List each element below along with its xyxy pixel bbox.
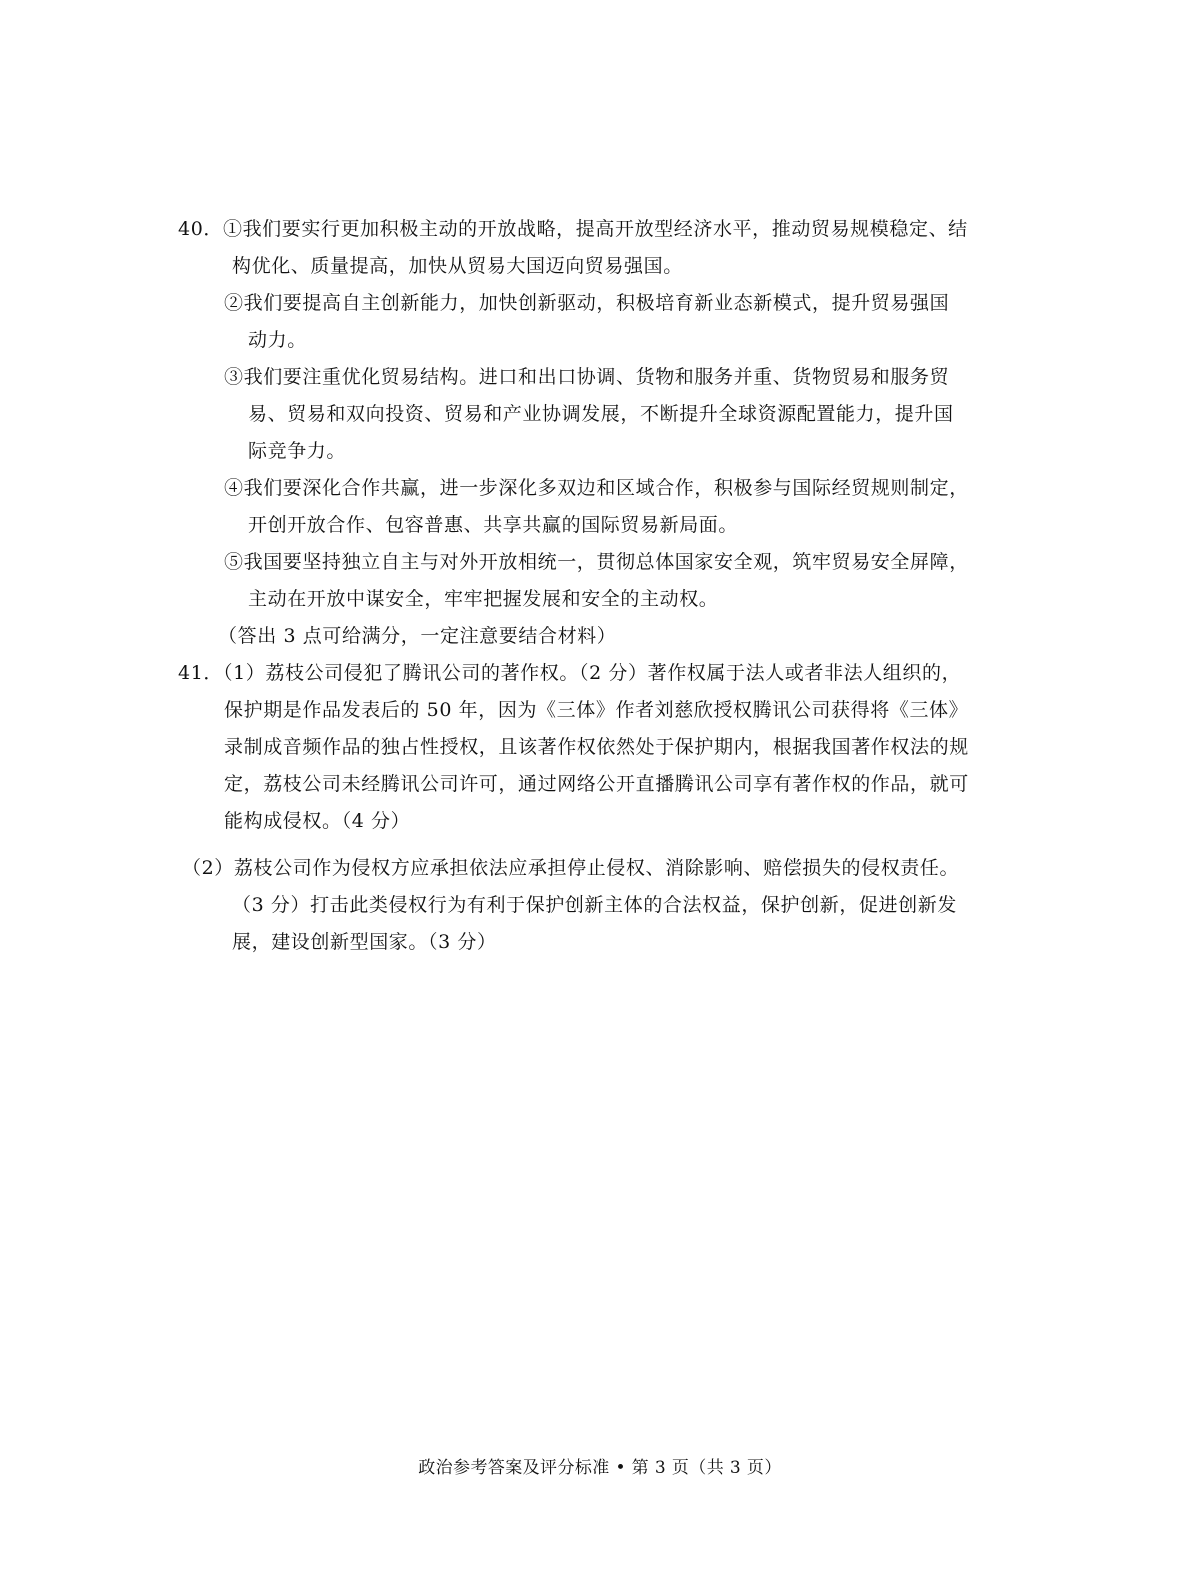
q40-scoring-note: （答出 3 点可给满分，一定注意要结合材料）: [218, 625, 617, 647]
q40-item-1-line-1: 40．①我们要实行更加积极主动的开放战略，提高开放型经济水平，推动贸易规模稳定、结: [178, 218, 968, 240]
q40-item-3-line-2: 易、贸易和双向投资、贸易和产业协调发展，不断提升全球资源配置能力，提升国: [248, 403, 954, 425]
page-footer: 政治参考答案及评分标准 • 第 3 页（共 3 页）: [418, 1458, 782, 1478]
q40-item-4-line-2: 开创开放合作、包容普惠、共享共赢的国际贸易新局面。: [248, 514, 739, 536]
q41-part-1-line-3: 录制成音频作品的独占性授权，且该著作权依然处于保护期内，根据我国著作权法的规: [224, 736, 969, 758]
q41-part-2-line-3: 展，建设创新型国家。（3 分）: [232, 931, 497, 953]
q41-part-2-line-1: （2）荔枝公司作为侵权方应承担依法应承担停止侵权、消除影响、赔偿损失的侵权责任。: [182, 857, 960, 879]
q40-item-2-line-2: 动力。: [248, 329, 307, 351]
q40-item-2-line-1: ②我们要提高自主创新能力，加快创新驱动，积极培育新业态新模式，提升贸易强国: [224, 292, 950, 314]
q40-item-3-line-3: 际竞争力。: [248, 440, 347, 462]
q40-item-5-line-1: ⑤我国要坚持独立自主与对外开放相统一，贯彻总体国家安全观，筑牢贸易安全屏障，: [224, 551, 969, 573]
q41-part-1-line-4: 定，荔枝公司未经腾讯公司许可，通过网络公开直播腾讯公司享有著作权的作品，就可: [224, 773, 969, 795]
q40-item-4-line-1: ④我们要深化合作共赢，进一步深化多双边和区域合作，积极参与国际经贸规则制定，: [224, 477, 969, 499]
q40-item-3-line-1: ③我们要注重优化贸易结构。进口和出口协调、货物和服务并重、货物贸易和服务贸: [224, 366, 950, 388]
q41-part-2-line-2: （3 分）打击此类侵权行为有利于保护创新主体的合法权益，保护创新，促进创新发: [232, 894, 957, 916]
q40-item-5-line-2: 主动在开放中谋安全，牢牢把握发展和安全的主动权。: [248, 588, 719, 610]
q41-part-1-line-1: 41．（1）荔枝公司侵犯了腾讯公司的著作权。（2 分）著作权属于法人或者非法人组织的，: [178, 662, 962, 684]
q40-item-1-line-2: 构优化、质量提高，加快从贸易大国迈向贸易强国。: [232, 255, 683, 277]
q41-part-1-line-5: 能构成侵权。（4 分）: [224, 810, 411, 832]
q41-part-1-line-2: 保护期是作品发表后的 50 年，因为《三体》作者刘慈欣授权腾讯公司获得将《三体》: [224, 699, 969, 721]
